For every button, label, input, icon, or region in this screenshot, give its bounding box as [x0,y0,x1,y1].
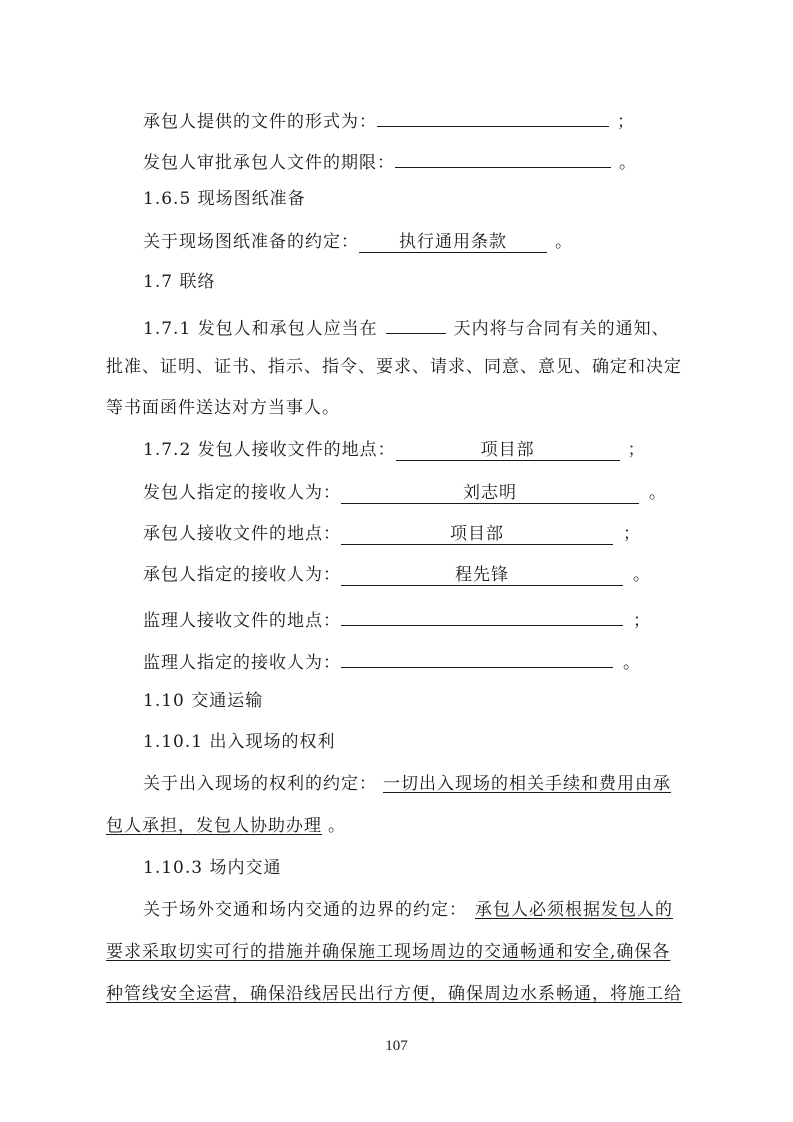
filled-blank: 项目部 [341,524,613,545]
filled-blank: 程先锋 [341,565,623,586]
filled-text: 一切出入现场的相关手续和费用由承 [383,774,671,794]
form-blank [341,605,623,626]
label: 1.7.1 发包人和承包人应当在 [143,319,378,339]
supervisor-recipient-line [143,647,733,675]
label: 发包人审批承包人文件的期限： [143,153,395,173]
label: 监理人指定的接收人为： [143,653,341,673]
filled-text: 种管线安全运营，确保沿线居民出行方便，确保周边水系畅通，将施工给 [106,984,682,1004]
punctuation: 。 [328,816,346,836]
filled-text: 承包人必须根据发包人的 [475,900,673,920]
access-rights-line-cont [106,814,696,838]
filled-blank: 刘志明 [341,483,639,504]
section-heading: 1.7 联络 [143,272,216,292]
paragraph-line: 等书面函件送达对方当事人。 [106,398,340,418]
label: 1.7.2 发包人接收文件的地点： [143,440,396,460]
filled-blank: 执行通用条款 [359,232,547,253]
punctuation: 。 [649,483,667,503]
access-rights-line [143,772,733,796]
label: 承包人接收文件的地点： [143,524,341,544]
punctuation: 。 [623,653,641,673]
label: 承包人提供的文件的形式为： [143,112,377,132]
traffic-boundary-line-cont [106,940,696,964]
filled-text: 包人承担，发包人协助办理 [106,816,322,836]
employer-recipient-line [143,481,733,505]
traffic-boundary-line-cont [106,982,696,1006]
label: 承包人指定的接收人为： [143,565,341,585]
section-heading: 1.10 交通运输 [143,691,264,711]
label: 关于出入现场的权利的约定： [143,774,377,794]
supervisor-address-line [143,605,733,633]
punctuation: 。 [555,232,573,252]
paragraph-line [143,313,733,341]
traffic-boundary-line [143,898,733,922]
punctuation: ； [617,112,635,132]
form-blank [386,313,446,334]
punctuation: ； [623,524,641,544]
drawing-prep-line [143,230,733,254]
text: 天内将与合同有关的通知、 [453,319,670,339]
employer-address-line [143,438,733,462]
label: 关于场外交通和场内交通的边界的约定： [143,900,467,920]
filled-blank: 项目部 [396,440,620,461]
section-heading: 1.10.1 出入现场的权利 [143,732,336,752]
section-heading: 1.10.3 场内交通 [143,858,282,878]
form-blank [395,147,611,168]
punctuation: ； [633,611,651,631]
punctuation: 。 [633,565,651,585]
approval-period-line [143,147,733,175]
paragraph-line: 批准、证明、证书、指示、指令、要求、请求、同意、意见、确定和决定 [106,357,682,377]
filled-text: 要求采取切实可行的措施并确保施工现场周边的交通畅通和安全,确保各 [106,942,671,962]
label: 监理人接收文件的地点： [143,611,341,631]
section-heading: 1.6.5 现场图纸准备 [143,189,306,209]
label: 发包人指定的接收人为： [143,483,341,503]
contractor-recipient-line [143,563,733,587]
form-blank [341,647,613,668]
contractor-document-form-line [143,106,733,134]
punctuation: 。 [619,153,637,173]
punctuation: ； [627,440,646,460]
contractor-address-line [143,522,733,546]
form-blank [377,106,609,127]
page-number: 107 [385,1038,408,1054]
label: 关于现场图纸准备的约定： [143,232,359,252]
